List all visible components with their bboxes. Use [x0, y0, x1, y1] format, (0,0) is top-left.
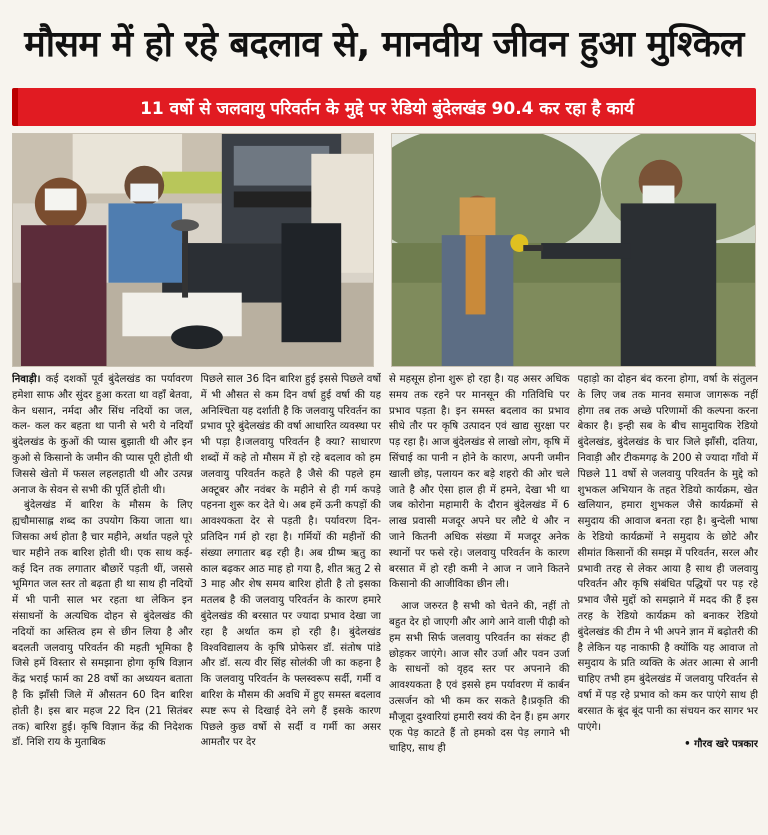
paragraph: [12, 372, 193, 498]
article-column-4: [578, 372, 759, 832]
article-column-1: [12, 372, 193, 832]
article-column-3: [389, 372, 570, 832]
paragraph-text: से महसूस होना शुरू हो रहा है। यह असर अधिक समय तक रहने पर मानसून की गतिविधि पर प्रभाव पड़ता है। इन समस्त बदलाव का प्रभाव सीधे तौर पर कृषि उत्पादन एवं खाद्य सुरक्षा पर पड़ रहा है। आज बुंदेलखंड से लाखो लोग, कृषि में सिंचाई का पानी न होने के कारण, अपनी जमीन खाली छोड़, पलायन कर बड़े शहरो की ओर चले जाते है और ऐसा हाल ही में हमने, देखा भी था जब कोरोना महामारी के दौरान बुंदेलखंड में 6 लाख प्रवासी मजदूर अपने घर लौटे थे और न जाने कितनी अधिक संख्या में मजदूर अनेक स्थानों पर फसे रहे। जलवायु परिवर्तन के कारण बरसात में हो रही कमी ने आज न जाने कितने किसानो की आजीविका छीन ली।: [389, 374, 570, 591]
paragraph-text: पिछले साल 36 दिन बारिश हुई इससे पिछले वर्षो में भी औसत से कम दिन वर्षा हुई वर्षा की यह अनिश्चिता यह दर्शाती है कि जलवायु परिवर्तन का प्रभाव पूरे बुंदेलखंड की वर्षा आधारित व्यवस्था पर भी पड़ा है।जलवायु परिवर्तन है क्या? साधारण शब्दों में कहे तो मौसम में हो रहे बदलाव को हम जलवायु परिवर्तन कहते है जैसे की पहले हम अक्टूबर और नवंबर के महीने से ही गर्म कपड़े पहनना शुरू कर देते थे। अब हमें ऊनी कपड़ों की आवश्यकता देर से पड़ती है। पर्यावरण दिन-प्रतिदिन गर्म हो रहा है। गर्मियों की महीनों की संख्या लगातार बढ़ रही है। अब ग्रीष्म ऋतु का काल बढ़कर आठ माह हो गया है, शीत ऋतु 2 से 3 माह और शेष समय बारिश होती है तो इसका मतलब है की जलवायु परिवर्तन के कारण हमारे बुंदेलखंड की बरसात पर ज्यादा प्रभाव देखा जा रहा है अर्थात कम हो रही है। बुंदेलखंड विश्वविद्यालय के कृषि प्रोफेसर डॉ. संतोष पांडे और डॉ. सत्य वीर सिंह सोलंकी जी का कहना है कि जलवायु परिवर्तन के फ्लस्वरूप सर्दी, गर्मी व बारिश के मौसम की अवधि में हुए समस्त बदलाव स्पष्ट रूप से दिखाई देने लगे हैं इसके कारण पिछले कुछ वर्षो से सर्दी व गर्मी का असर आमतौर पर देर: [200, 374, 381, 749]
subheadline-banner: [12, 88, 756, 126]
dateline: निवाड़ी।: [12, 374, 41, 385]
article-body: [12, 372, 758, 832]
radio-studio-photo: [12, 133, 374, 367]
paragraph: [12, 498, 193, 751]
paragraph: [201, 372, 382, 751]
article-column-2: [201, 372, 382, 832]
radio-studio-illustration: [13, 134, 373, 366]
paragraph-text: कई दशकों पूर्व बुंदेलखंड का पर्यावरण हमेशा साफ और सुंदर हुआ करता था वहाँ बेतवा, केन धसान, नर्मदा और सिंध नदियों का जल, कल- कल कर बहता था पानी से भरी ये नदियाँ बुंदेलखंड के कुओं की प्यास बुझाती थी और इन कुओ से किसानो के जमीन की प्यास पूरी होती थी जिससे खेतो में फसल लहलहाती थी और उत्पन्न अनाज के सेवन से सभी की पूर्ति होती थी।: [12, 374, 193, 496]
subheadline-text: 11 वर्षो से जलवायु परिवर्तन के मुद्दे पर रेडियो बुंदेलखंड 90.4 कर रहा है कार्य: [140, 98, 634, 119]
field-interview-illustration: [392, 134, 755, 366]
paragraph-text: आज जरुरत है सभी को चेतने की, नहीं तो बहुत देर हो जाएगी और आगे आने वाली पीढ़ी को हम सभी सिर्फ जलवायु परिवर्तन का संकट ही छोड़कर जाएंगे। आज सौर उर्जा और पवन उर्जा के साधनों को वृहद स्तर पर अपनाने की आवश्यकता है एवं इससे हम पर्यावरण में कार्बन उत्सर्जन को भी कम कर सकते है।प्रकृति की मौजूदा दुश्वारियां हमारी स्वयं की देन हैं। हम अगर एक पेड़ काटते हैं तो हमको दस पेड़ लगाने भी चाहिए, साथ ही: [389, 601, 570, 755]
paragraph-text: पहाड़ो का दोहन बंद करना होगा, वर्षा के संतुलन के लिए जब तक मानव समाज जागरूक नहीं होगा तब तक अच्छे परिणामों की कल्पना करना बेकार है। इन्ही सब के बीच सामुदायिक रेडियो बुंदेलखंड, बुंदेलखंड के चार जिले झाँसी, दतिया, निवाड़ी और टीकमगढ़ के 200 से ज्यादा गाँवो में पिछले 11 वर्षो से जलवायु परिवर्तन के मुद्दे को शुभकल अभियान के तहत रेडियो कार्यक्रम, खेत खलियान, हमारा शुभकल जैसे कार्यक्रमों से समुदाय की आवाज बनता रहा है। बुन्देली भाषा के रेडियो कार्यक्रमों ने समुदाय के छोटे और सीमांत किसानों की समझ में परिवर्तन, सरल और प्रभावी तरह से लेकर आया है साथ ही जलवायु परिवर्तन और कृषि संबंधित पद्धियों पर पड़ रहे प्रभाव जैसे मुद्दों को समझाने में मदद की हैं इस तरह के रेडियो कार्यक्रम को बनाकर रेडियो बुंदेलखंड की टीम ने भी अपने ज्ञान में बढ़ोतरी की है लेकिन यह नाकाफी है क्योंकि यह आवाज तो समुदाय के प्रति व्यक्ति के अंतर आत्मा से आनी चाहिए तभी हम बुंदेलखंड में जलवायु परिवर्तन से वर्षा में पड़ रहे प्रभाव को कम कर पाएंगे साथ ही बरसात के बूंद बूंद पानी का संचयन कर सागर भर पाएंगे।: [577, 374, 758, 733]
paragraph: [578, 372, 759, 735]
paragraph: [389, 372, 570, 593]
headline: मौसम में हो रहे बदलाव से, मानवीय जीवन हुआ मुश्किल: [24, 23, 744, 65]
paragraph: [389, 599, 570, 757]
byline: • गौरव खरे पत्रकार: [684, 739, 758, 751]
paragraph-text: बुंदेलखंड में बारिश के मौसम के लिए ह्यचौमासाह्ल शब्द का उपयोग किया जाता था।जिसका अर्थ होता है चार महीने, अर्थात पहले पूरे चार महीने तक बारिश होती थी। एक साथ कई-कई दिन तक लगातार बौछारें पड़ती थीं, जससे भूमिगत जल स्तर तो बढ़ता ही था साथ ही नदियों में भी पानी साल भर रहता था लेकिन इन संसाधनों के अत्यधिक दोहन से बुंदेलखंड की नदियों का अस्तित्व हम से छीन लिया है और बदलती जलवायु परिवर्तन की महती भूमिका है जिसे हमें विस्तार से समझाना होगा कृषि विज्ञान केंद्र भराई फार्म का 28 वर्षो का अध्ययन बताता है कि झाँसी जिले में औसतन 60 दिन बारिश होती है। इस बार महज 22 दिन (21 सितंबर तक) बारिश हुई। कृषि विज्ञान केंद्र की निदेशक डॉ. निशि राय के मुताबिक: [12, 500, 193, 749]
field-interview-photo: [391, 133, 756, 367]
